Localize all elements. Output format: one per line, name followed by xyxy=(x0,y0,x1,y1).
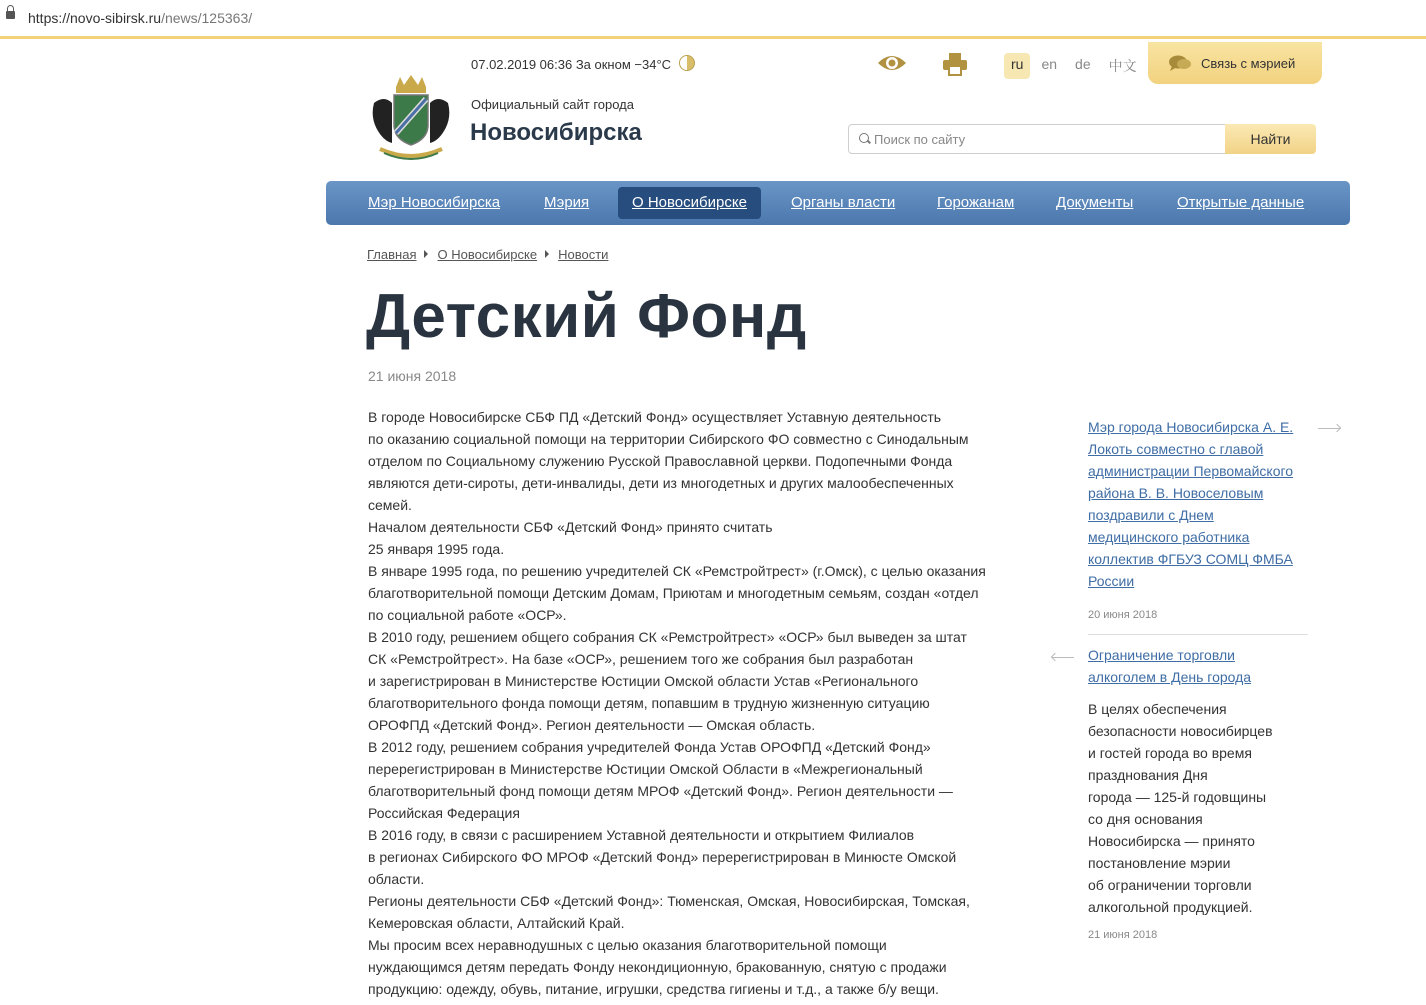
eye-icon[interactable] xyxy=(876,52,908,74)
search-icon xyxy=(859,133,869,143)
lang-en[interactable]: en xyxy=(1041,56,1058,72)
prev-news-text-line: алкогольной продукцией. xyxy=(1088,899,1253,915)
print-icon[interactable] xyxy=(942,52,968,76)
breadcrumb-about[interactable]: О Новосибирске xyxy=(437,247,538,262)
article-line: В 2012 году, решением собрания учредителей Фонда Устав ОРОФПД «Детский Фонд» xyxy=(368,739,931,755)
search-button[interactable]: Найти xyxy=(1225,124,1316,154)
lang-zh[interactable]: 中文 xyxy=(1108,58,1137,74)
browser-address-bar[interactable] xyxy=(0,0,1426,39)
article-line: по оказанию социальной помощи на территории Сибирского ФО совместно с Синодальным xyxy=(368,431,969,447)
article-line: В январе 1995 года, по решению учредителей СК «Ремстройтрест» (г.Омск), с целью оказания xyxy=(368,563,986,579)
article-date: 21 июня 2018 xyxy=(368,368,457,384)
article-line: в регионах Сибирского ФО МРОФ «Детский Фонд» перерегистрирован в Минюсте Омской xyxy=(368,849,957,865)
article-line: В 2010 году, решением общего собрания СК «Ремстройтрест» «ОСР» был выведен за штат xyxy=(368,629,967,645)
article-line: благотворительный фонд помощи детям МРОФ «Детский Фонд». Регион деятельности — xyxy=(368,783,953,799)
site-search xyxy=(848,124,1316,154)
prev-news-text-line: безопасности новосибирцев xyxy=(1088,723,1273,739)
article-line: 25 января 1995 года. xyxy=(368,541,505,557)
prev-news-text xyxy=(1088,698,1308,918)
contact-mayor-label: Связь с мэрией xyxy=(1201,55,1296,71)
article-line: ОРОФПД «Детский Фонд». Регион деятельности — Омская область. xyxy=(368,717,816,733)
article-line: перерегистрирован в Министерстве Юстиции Омской Области в «Межрегиональный xyxy=(368,761,923,777)
search-placeholder: Поиск по сайту xyxy=(874,132,966,147)
nav-citizens[interactable]: Горожанам xyxy=(937,194,1015,211)
next-news-title-line: района В. В. Новоселовым xyxy=(1088,485,1264,501)
url-text[interactable]: https://novo-sibirsk.ru/news/125363/ xyxy=(28,10,253,26)
next-news-title-line: коллектив ФГБУЗ СОМЦ ФМБА xyxy=(1088,551,1293,567)
next-news-date: 20 июня 2018 xyxy=(1088,609,1158,621)
prev-news xyxy=(1088,644,1308,946)
prev-news-link[interactable] xyxy=(1088,644,1308,688)
page-title: Детский Фонд xyxy=(366,282,807,351)
nav-city-hall[interactable]: Мэрия xyxy=(544,194,590,211)
chat-icon xyxy=(1168,54,1192,72)
article-line: благотворительной помощи Детским Домам, Приютам и многодетным семьям, создан «отдел xyxy=(368,585,979,601)
article-line: Началом деятельности СБФ «Детский Фонд» принято считать xyxy=(368,519,773,535)
lang-de[interactable]: de xyxy=(1075,56,1091,72)
nav-about-city[interactable]: О Новосибирске xyxy=(618,187,761,219)
sidebar-divider xyxy=(1088,634,1308,635)
language-switcher xyxy=(1004,53,1144,79)
prev-news-text-line: города — 125-й годовщины xyxy=(1088,789,1267,805)
article-line: и зарегистрирован в Министерстве Юстиции Омской области Устав «Регионального xyxy=(368,673,919,689)
next-news-title-line: России xyxy=(1088,573,1135,589)
article-line: Регионы деятельности СБФ «Детский Фонд»: Тюменская, Омская, Новосибирская, Томская, xyxy=(368,893,970,909)
prev-news-text-line: празднования Дня xyxy=(1088,767,1208,783)
article-line: благотворительного фонда помощи детям, попавшим в трудную жизненную ситуацию xyxy=(368,695,930,711)
article-line: нуждающимся детям передать Фонду некондиционную, бракованную, снятую с продажи xyxy=(368,959,947,975)
prev-news-text-line: об ограничении торговли xyxy=(1088,877,1252,893)
moon-icon[interactable] xyxy=(679,55,695,71)
article-line: В 2016 году, в связи с расширением Уставной деятельности и открытием Филиалов xyxy=(368,827,915,843)
article-body xyxy=(368,406,1008,1000)
breadcrumb-home[interactable]: Главная xyxy=(367,247,417,262)
prev-news-text-line: Новосибирска — принято xyxy=(1088,833,1255,849)
breadcrumb xyxy=(367,247,608,262)
lang-ru[interactable]: ru xyxy=(1004,53,1030,79)
breadcrumb-separator xyxy=(424,250,428,258)
date-weather: 07.02.2019 06:36 За окном −34°C xyxy=(471,55,695,72)
prev-news-text-line: постановление мэрии xyxy=(1088,855,1231,871)
article-line: области. xyxy=(368,871,425,887)
article-line: отделом по Социальному служению Русской Православной церкви. Подопечными Фонда xyxy=(368,453,953,469)
next-news-title-line: Локоть совместно с главой xyxy=(1088,441,1264,457)
site-subtitle: Официальный сайт города xyxy=(471,97,634,112)
next-news xyxy=(1088,416,1308,626)
main-navigation xyxy=(326,181,1350,225)
article-line: Кемеровская области, Алтайский Край. xyxy=(368,915,625,931)
prev-news-text-line: В целях обеспечения xyxy=(1088,701,1227,717)
prev-news-title-line: Ограничение торговли xyxy=(1088,647,1235,663)
site-title[interactable]: Новосибирска xyxy=(470,119,642,146)
nav-open-data[interactable]: Открытые данные xyxy=(1177,194,1305,211)
next-news-title-line: поздравили с Днем xyxy=(1088,507,1214,523)
prev-news-date: 21 июня 2018 xyxy=(1088,929,1158,941)
next-news-title-line: администрации Первомайского xyxy=(1088,463,1294,479)
article-line: СК «Ремстройтрест». На базе «ОСР», решением того же собрания был разработан xyxy=(368,651,914,667)
prev-news-title-line: алкоголем в День города xyxy=(1088,669,1252,685)
city-coat-of-arms[interactable] xyxy=(366,73,456,163)
next-news-title-line: медицинского работника xyxy=(1088,529,1250,545)
breadcrumb-news[interactable]: Новости xyxy=(558,247,609,262)
article-line: семей. xyxy=(368,497,412,513)
nav-authorities[interactable]: Органы власти xyxy=(791,194,896,211)
article-line: продукцию: одежду, обувь, питание, игрушки, средства гигиены и т.д., а также б/у вещи. xyxy=(368,981,939,997)
prev-news-text-line: со дня основания xyxy=(1088,811,1203,827)
breadcrumb-separator xyxy=(545,250,549,258)
arrow-left-icon[interactable] xyxy=(1052,657,1074,658)
arrow-right-icon[interactable] xyxy=(1318,428,1340,429)
next-news-title-line: Мэр города Новосибирска А. Е. xyxy=(1088,419,1294,435)
next-news-link[interactable] xyxy=(1088,416,1308,592)
nav-documents[interactable]: Документы xyxy=(1056,194,1134,211)
nav-mayor[interactable]: Мэр Новосибирска xyxy=(368,194,501,211)
prev-news-text-line: и гостей города во время xyxy=(1088,745,1252,761)
article-line: Мы просим всех неравнодушных с целью оказания благотворительной помощи xyxy=(368,937,887,953)
contact-mayor-button[interactable] xyxy=(1148,42,1322,84)
article-line: В городе Новосибирске СБФ ПД «Детский Фонд» осуществляет Уставную деятельность xyxy=(368,409,942,425)
article-line: Российская Федерация xyxy=(368,805,520,821)
search-input[interactable] xyxy=(848,124,1226,154)
article-line: являются дети-сироты, дети-инвалиды, дети из многодетных и других малообеспеченных xyxy=(368,475,954,491)
article-line: по социальной работе «ОСР». xyxy=(368,607,567,623)
lock-icon xyxy=(6,11,15,19)
